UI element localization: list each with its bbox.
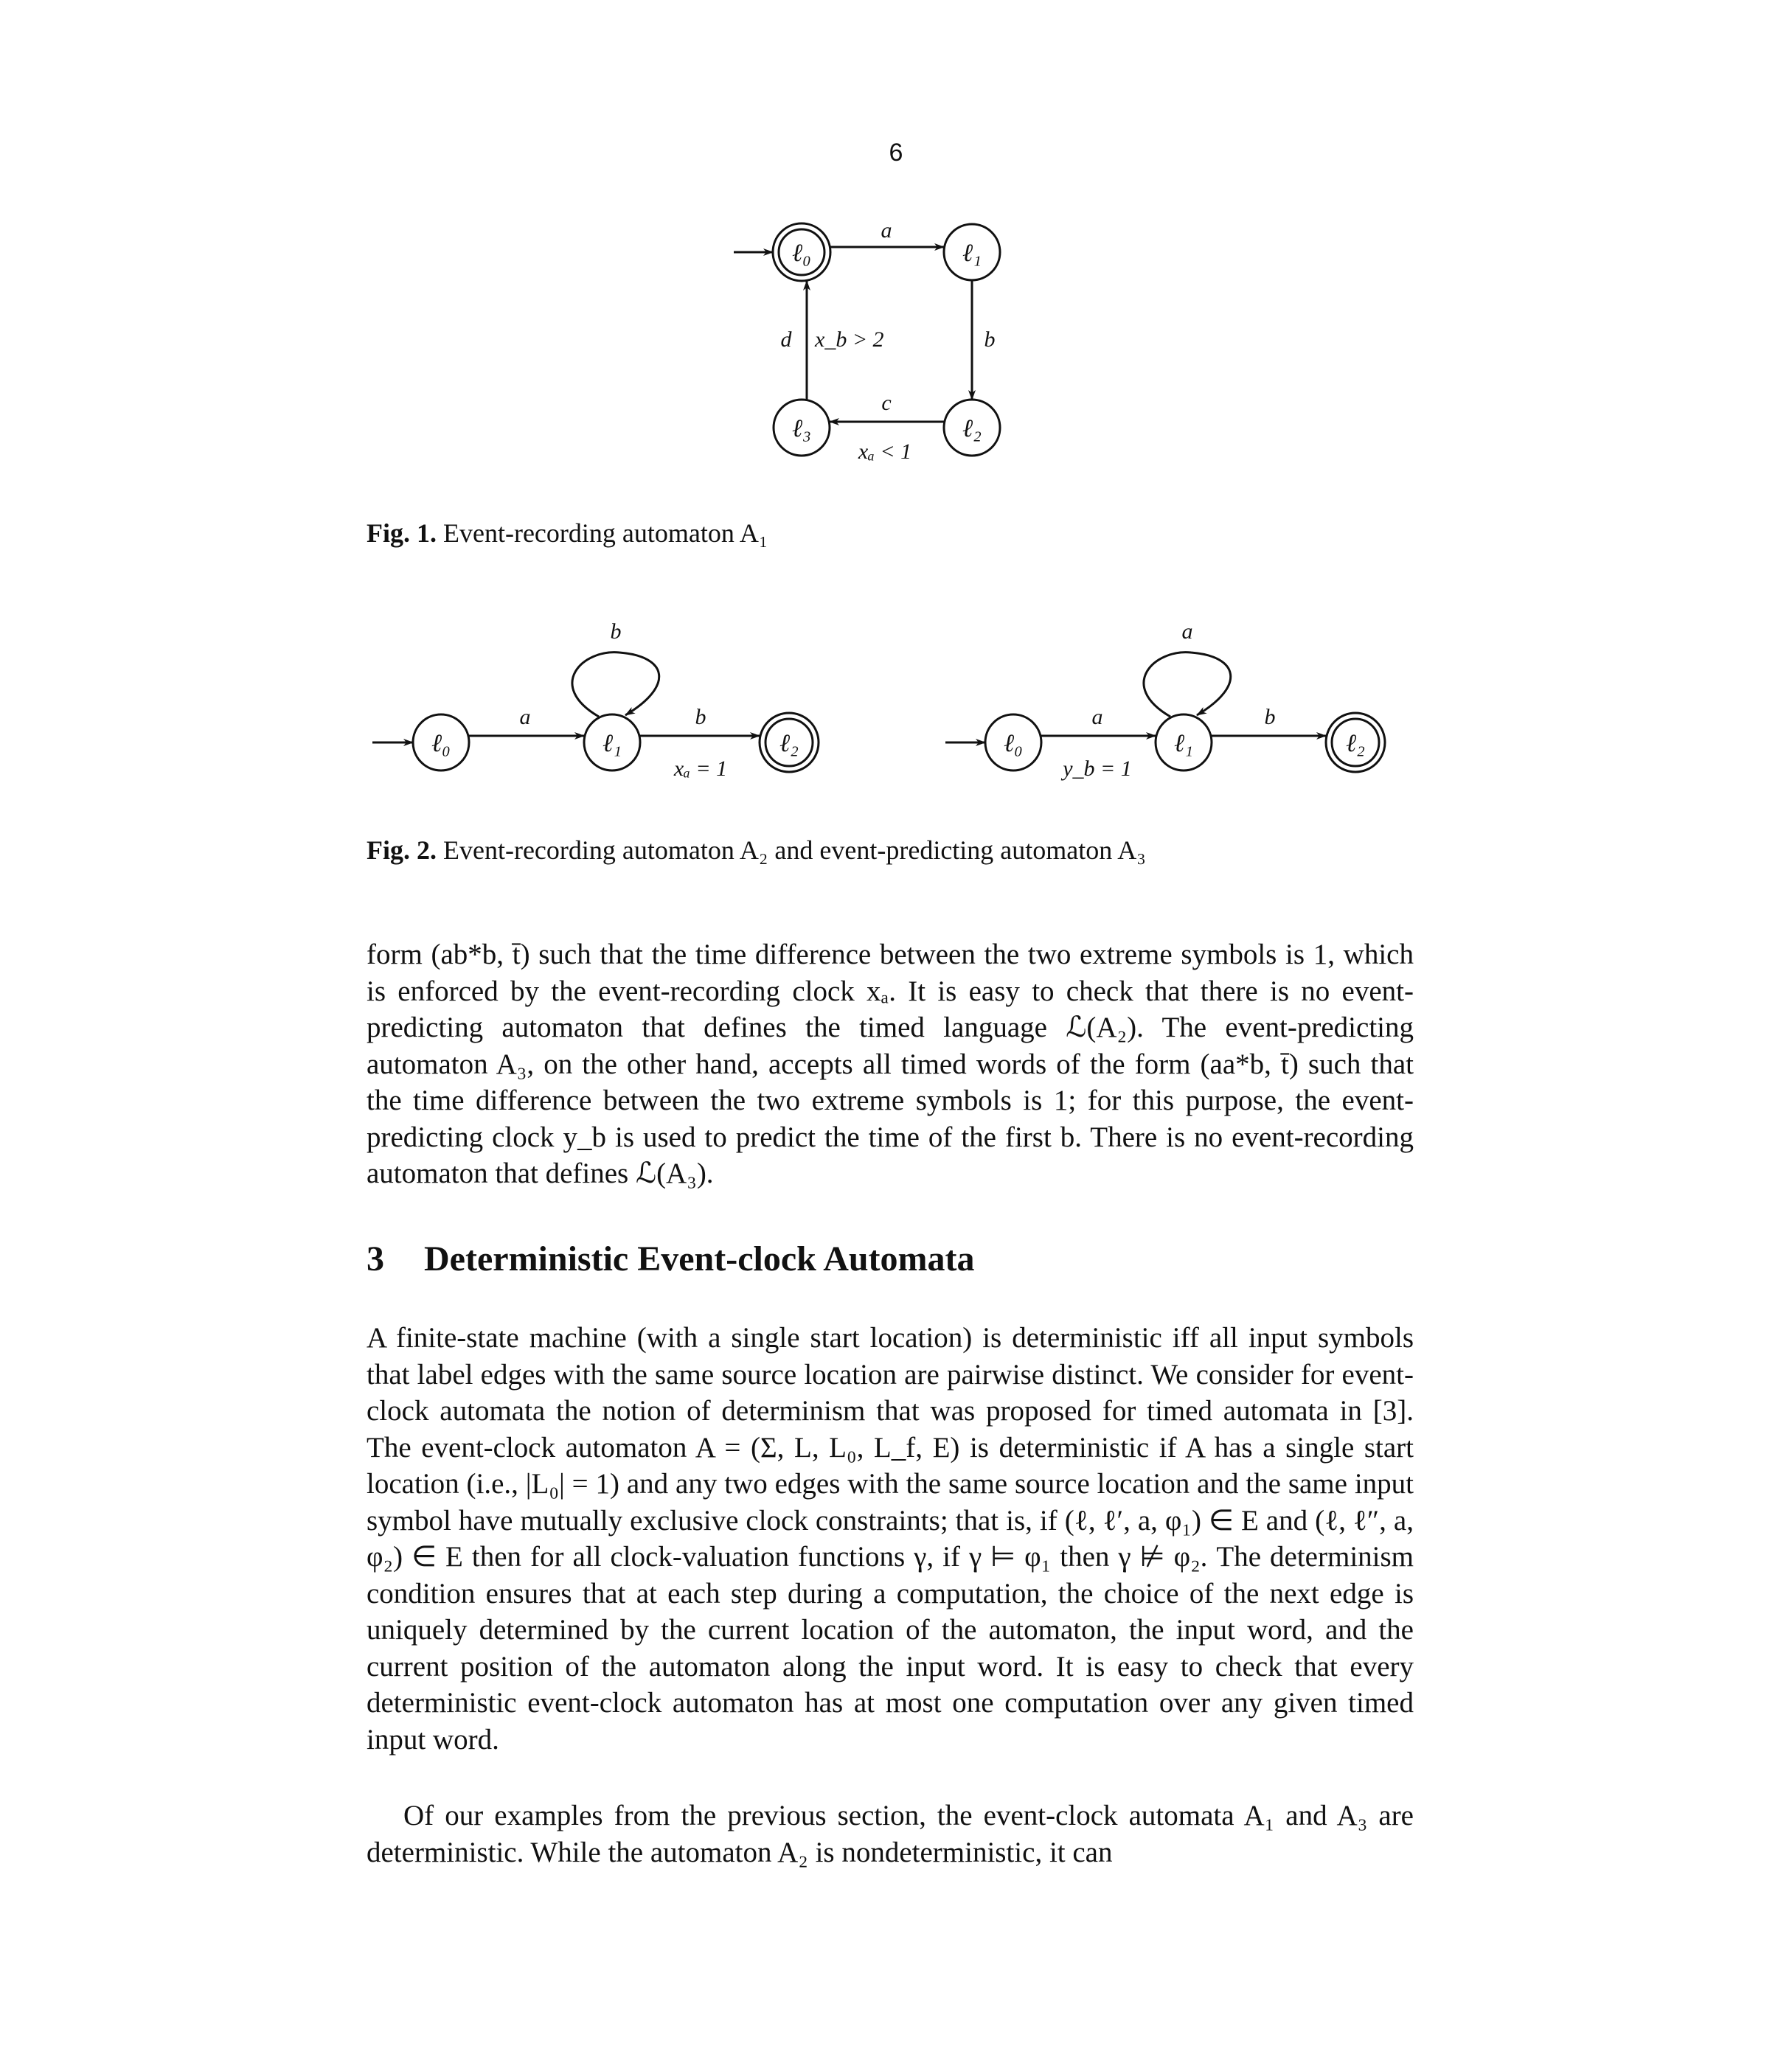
fig2-right-guard: y_b = 1: [1063, 756, 1132, 781]
fig1-edge-b-label: b: [984, 327, 996, 352]
fig1-guard-c: xₐ < 1: [858, 439, 912, 464]
fig1-label-l3: ℓ₃: [792, 415, 811, 442]
fig2-right-self-loop: [1144, 653, 1231, 717]
fig2-right-label-l2: ℓ₂: [1346, 730, 1365, 757]
fig2-right-label-l0: ℓ₀: [1004, 730, 1023, 757]
fig2-right-edge-b-label: b: [1264, 705, 1276, 729]
paragraph-1: form (ab*b, t̄) such that the time difference between the two extreme symbols is 1, which is enforced by the event-recording clock xₐ. It is easy to check that there is no event-predicting automaton that defines the timed language ℒ(A₂). The event-predicting automaton A₃, on the other hand, accepts all timed words of the form (aa*b, t̄) such that the time difference between the two extreme symbols is 1; for this purpose, the event-predicting clock y_b is used to predict the time of the first b. There is no event-recording automaton that defines ℒ(A₃).: [367, 939, 1414, 1189]
fig1-label-l2: ℓ₂: [962, 415, 982, 442]
fig2-left-label-l0: ℓ₀: [431, 730, 451, 757]
fig2-right-edge-a-label: a: [1091, 705, 1103, 729]
fig2-left-edge-a-label: a: [519, 705, 531, 729]
fig2-left-label-l2: ℓ₂: [779, 730, 799, 757]
fig2-left-guard: xₐ = 1: [673, 756, 728, 781]
fig2-right-label-l1: ℓ₁: [1174, 730, 1193, 757]
page-number: 6: [889, 139, 903, 167]
fig1-label-l0: ℓ₀: [792, 240, 811, 267]
section-number: 3: [367, 1239, 384, 1278]
section-heading: [367, 1239, 975, 1279]
fig2-caption: [367, 835, 1146, 866]
fig1-caption-label: Fig. 1.: [367, 518, 437, 548]
fig1-edge-d-label: d: [780, 327, 792, 352]
fig1-caption: [367, 518, 768, 549]
fig1-label-l1: ℓ₁: [962, 240, 982, 267]
paragraph-3: Of our examples from the previous section, the event-clock automata A₁ and A₃ are deterministic. While the automaton A₂ is nondeterministic, it can: [367, 1800, 1414, 1868]
fig1-edge-c-label: c: [881, 391, 892, 415]
fig2-left-edge-b-label: b: [695, 705, 706, 729]
fig2-caption-text: Event-recording automaton A₂ and event-predicting automaton A₃: [443, 835, 1146, 865]
fig1-caption-text: Event-recording automaton A₁: [443, 518, 768, 548]
section-title: Deterministic Event-clock Automata: [424, 1239, 975, 1278]
fig1-edge-a-label: a: [881, 218, 892, 243]
paragraph-2: A finite-state machine (with a single start location) is deterministic iff all input symbols that label edges with the same source location are pairwise distinct. We consider for event-clock automata the notion of determinism that was proposed for timed automata in [3]. The event-clock automaton A = (Σ, L, L₀, L_f, E) is deterministic if A has a single start location (i.e., |L₀| = 1) and any two edges with the same source location and the same input symbol have mutually exclusive clock constraints; that is, if (ℓ, ℓ′, a, φ₁) ∈ E and (ℓ, ℓ″, a, φ₂) ∈ E then for all clock-valuation functions γ, if γ ⊨ φ₁ then γ ⊭ φ₂. The determinism condition ensures that at each step during a computation, the choice of the next edge is uniquely determined by the current location of the automaton, the input word, and the current position of the automaton along the input word. It is easy to check that every deterministic event-clock automaton has at most one computation over any given timed input word.: [367, 1322, 1414, 1756]
fig1-guard-d: x_b > 2: [815, 327, 884, 352]
figure-1-automaton-a1: [0, 0, 1792, 516]
fig2-left-label-l1: ℓ₁: [602, 730, 622, 757]
fig2-caption-label: Fig. 2.: [367, 835, 437, 865]
figure-2-automata-a2-a3: [0, 612, 1792, 833]
fig2-left-self-loop: [572, 653, 659, 717]
fig2-right-self-loop-label: a: [1181, 619, 1193, 644]
fig2-left-self-loop-label: b: [610, 619, 622, 644]
